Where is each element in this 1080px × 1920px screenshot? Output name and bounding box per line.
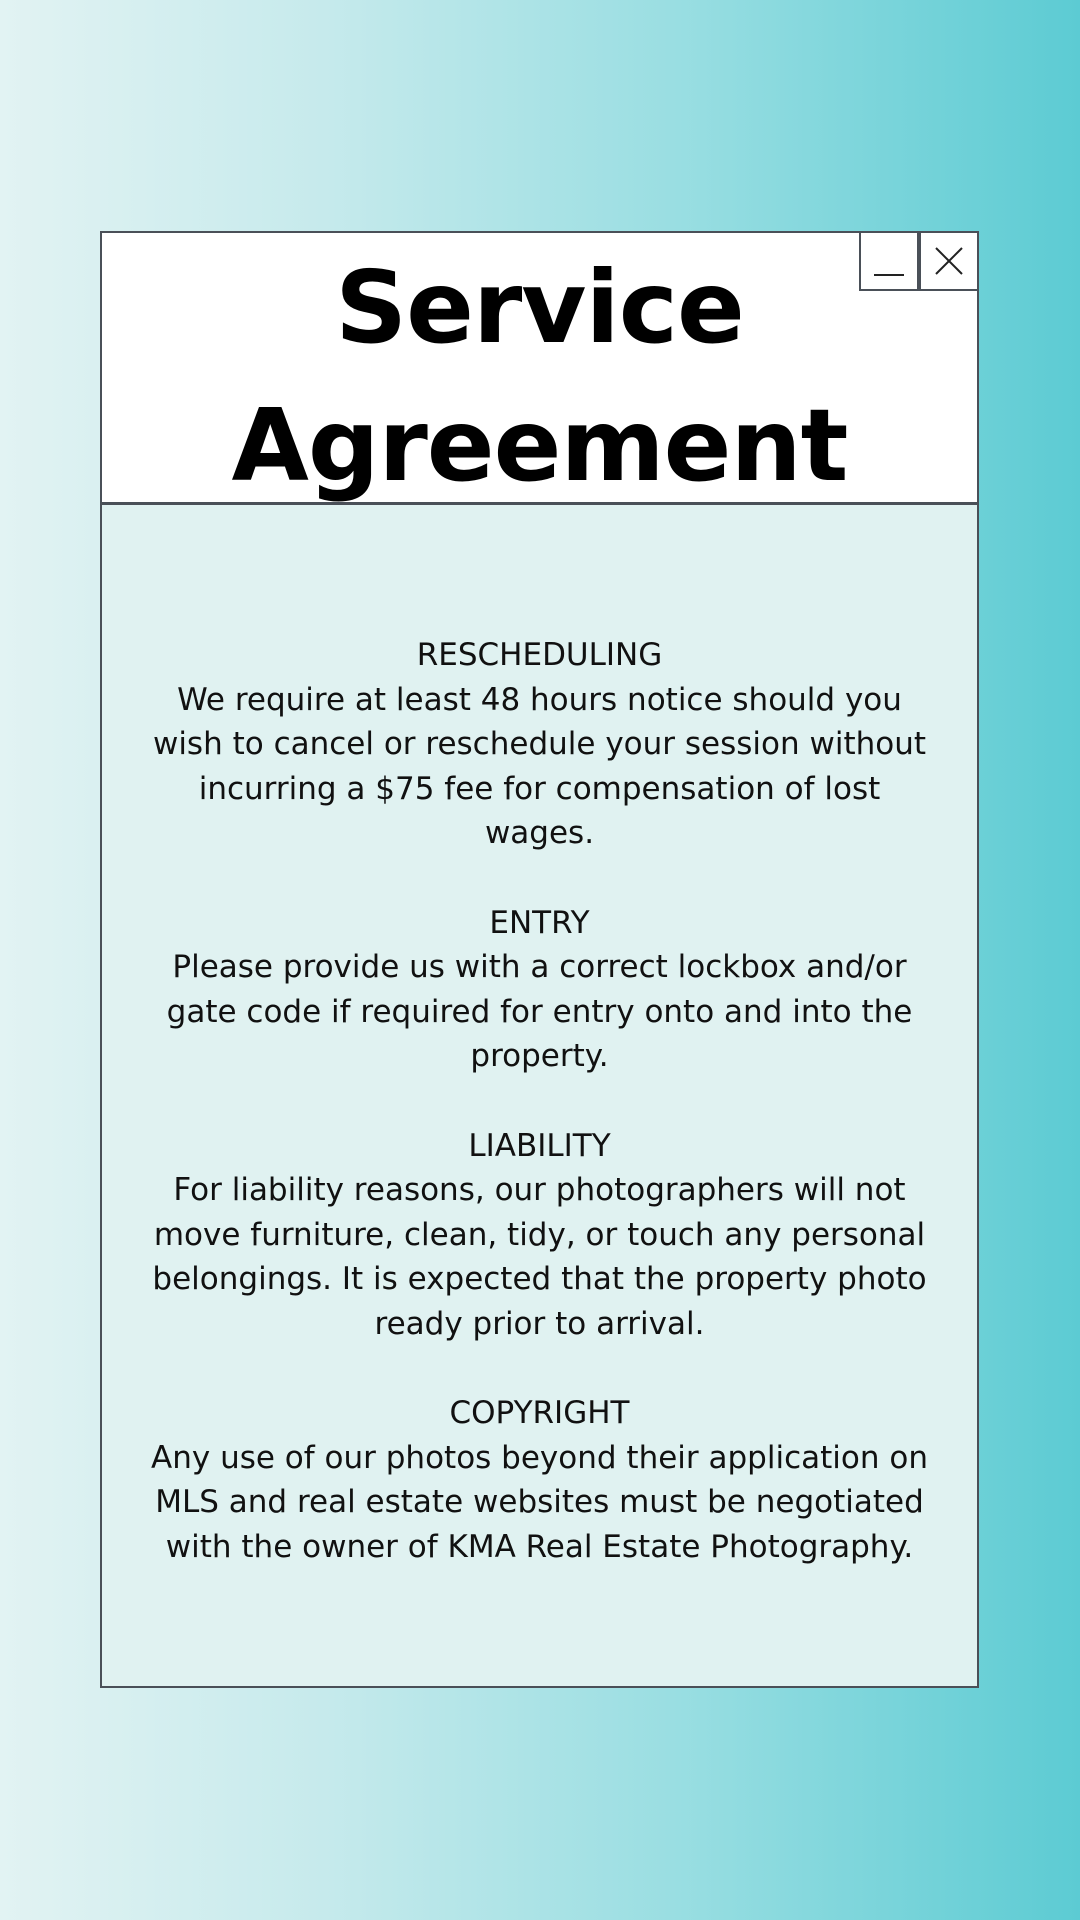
section-rescheduling [102, 633, 977, 856]
section-body: Any use of our photos beyond their application on MLS and real estate websites must be negotiated with the owner of KMA Real Estate Photography. [151, 1439, 928, 1565]
section-copyright [102, 1391, 977, 1569]
minimize-button[interactable] [859, 231, 919, 291]
section-body: Please provide us with a correct lockbox and/or gate code if required for entry onto and into the property. [166, 949, 913, 1075]
section-entry [102, 901, 977, 1079]
close-icon [921, 233, 977, 289]
service-agreement-window [100, 231, 979, 1688]
section-heading: COPYRIGHT [449, 1395, 630, 1432]
section-heading: LIABILITY [468, 1127, 611, 1164]
window-title [102, 239, 977, 515]
section-heading: RESCHEDULING [416, 637, 663, 673]
section-heading: ENTRY [489, 904, 590, 941]
section-body: We require at least 48 hours notice should you wish to cancel or reschedule your session without incurring a $75 fee for compensation of lost wages. [152, 681, 927, 852]
minimize-icon [861, 233, 917, 289]
title-line-1: Service [335, 249, 744, 366]
section-body: For liability reasons, our photographers will not move furniture, clean, tidy, or touch any personal belongings. It is expected that the property photo ready prior to arrival. [152, 1172, 927, 1342]
agreement-content [102, 633, 977, 1614]
window-titlebar [102, 233, 977, 505]
section-liability [102, 1124, 977, 1347]
close-button[interactable] [919, 231, 979, 291]
title-line-2: Agreement [231, 387, 848, 504]
